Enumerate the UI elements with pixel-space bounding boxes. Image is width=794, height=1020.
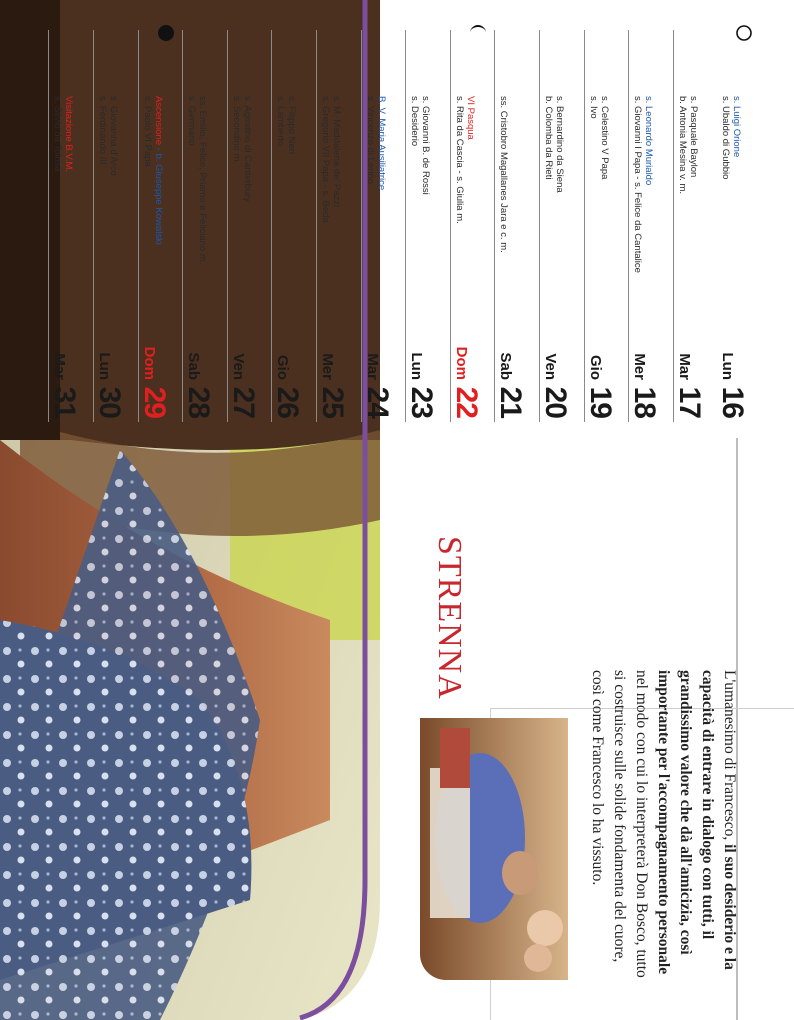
quote-rest: nel modo con cui lo interpreterà Don Bosco, tutto si costruisce sulle solide fondamenta del cuore, così come Francesco lo ha vissuto. (589, 670, 650, 978)
saints-list (231, 96, 253, 326)
saint-name: Visitazione B.V.M. (63, 96, 75, 173)
day-number: 31 (48, 386, 82, 418)
saint-name: s. Paolo VI Papa (141, 96, 153, 167)
day-name: Mar (363, 353, 381, 380)
day-number: 19 (583, 386, 617, 418)
saint-name: b. Colomba da Rieti (543, 96, 554, 180)
calendar-day-row (539, 30, 584, 422)
saints-list (720, 96, 742, 326)
day-name: Lun (408, 352, 426, 380)
calendar-day-row (361, 30, 406, 422)
day-name: Dom (140, 346, 158, 380)
saint-name: s. Desiderio (409, 96, 421, 147)
saint-name: B. V. Maria Ausiliatrice (375, 96, 387, 191)
saint-name: s. Celestino V Papa (598, 96, 610, 180)
day-name: Mar (51, 353, 69, 380)
saints-list (409, 96, 431, 326)
day-name: Gio (274, 355, 292, 380)
day-number: 24 (360, 386, 394, 418)
day-number: 16 (716, 386, 750, 418)
quote-intro: L'umanesimo di Francesco, (721, 670, 738, 845)
saint-name: s. Ferdinando III (97, 96, 108, 165)
day-number: 17 (672, 386, 706, 418)
day-number: 18 (628, 386, 662, 418)
saint-name: s. Lamberto (275, 96, 287, 147)
saint-name: VI Pasqua (464, 96, 476, 140)
day-name: Mer (319, 353, 336, 380)
full-moon-icon (735, 24, 753, 42)
saints-list (142, 96, 164, 326)
day-name: Dom (452, 346, 470, 380)
calendar-day-row (405, 30, 450, 422)
day-number: 30 (93, 386, 126, 418)
saint-name: s. Silvio da Tolosa (52, 96, 64, 172)
day-number: 21 (494, 386, 528, 418)
calendar-day-row (93, 30, 138, 422)
day-number: 20 (539, 386, 572, 418)
saint-name: s. Rita da Cascia - s. Giulia m. (453, 96, 465, 224)
calendar-day-row (271, 30, 316, 422)
saint-name: s. Giovanna d'Arco (108, 96, 119, 176)
day-number: 28 (182, 386, 216, 418)
first-quarter-moon-icon (469, 24, 487, 42)
saint-name: s. Secondino m. (230, 96, 242, 165)
quote-emphasis: il suo desiderio e la capacità di entrare in dialogo con tutti, il grandissimo valore che dà all'amicizia, così importante per l'accompagnamento personale (655, 670, 738, 975)
day-number: 26 (271, 386, 305, 418)
saints-list (97, 96, 119, 326)
calendar-day-row (138, 30, 183, 422)
saint-name: s. Giovanni B. de Rossi (420, 96, 432, 195)
new-moon-icon (157, 24, 175, 42)
saints-list (677, 96, 699, 326)
day-name: Gio (586, 355, 604, 380)
day-name: Sab (497, 352, 515, 380)
saints-list (498, 96, 509, 326)
calendar-day-row (584, 30, 629, 422)
day-number: 22 (449, 386, 483, 418)
calendar-day-row (182, 30, 227, 422)
saints-list (543, 96, 565, 326)
calendar-day-row (628, 30, 673, 422)
saints-list (454, 96, 476, 326)
saints-list (632, 96, 654, 326)
day-number: 25 (316, 386, 349, 418)
saints-list (320, 96, 342, 326)
saint-name: Ascensione (152, 96, 164, 146)
saint-name: s. Germano (186, 96, 198, 146)
strenna-title: STRENNA (431, 536, 468, 700)
calendar-day-row (494, 30, 539, 422)
saints-list (365, 96, 387, 326)
calendar-day-row (227, 30, 272, 422)
saint-name: s. Bernardino da Siena (554, 96, 565, 193)
day-name: Ven (229, 353, 247, 380)
saints-list (275, 96, 297, 326)
day-name: Ven (542, 353, 559, 380)
calendar-day-row (48, 30, 93, 422)
saint-name: s. M. Maddalena de' Pazzi (331, 96, 342, 208)
saints-list (186, 96, 208, 326)
saint-name: ss. Cristobro Magallanes Jara e c. m. (498, 96, 510, 253)
calendar-day-row (316, 30, 361, 422)
saint-name: s. Luigi Orione (731, 96, 743, 158)
day-name: Lun (719, 352, 737, 380)
saint-name: s. Filippo Neri (286, 96, 298, 155)
day-name: Lun (96, 352, 113, 380)
day-number: 29 (137, 386, 171, 418)
calendar-day-row (673, 30, 718, 422)
calendar-day-row (717, 30, 761, 422)
saint-name: s. Agostino di Canterbury (241, 96, 253, 203)
saint-name: - b. Giuseppe Kowalski (152, 145, 164, 245)
saint-name: s. Vincenzo di Lerino (364, 96, 376, 185)
saints-list (588, 96, 610, 326)
day-number: 27 (226, 386, 260, 418)
day-number: 23 (405, 386, 439, 418)
saints-list (52, 96, 74, 326)
saint-name: ss. Emilio, Felice, Priamo e Feliciano m. (197, 96, 209, 265)
day-name: Mer (631, 353, 649, 380)
calendar-day-row (450, 30, 495, 422)
saint-name: s. Ivo (587, 96, 599, 119)
saint-name: s. Giovanni I Papa - s. Felice da Cantalice (632, 96, 644, 273)
saint-name: s. Leonardo Murialdo (643, 96, 655, 186)
day-name: Sab (185, 352, 203, 380)
day-name: Mar (675, 353, 693, 380)
saint-name: b. Antonia Mesina v. m. (676, 96, 688, 195)
saint-name: s. Gregorio VII Papa - s. Beda (320, 96, 331, 223)
saint-name: s. Ubaldo di Gubbio (720, 96, 732, 180)
saint-name: s. Pasquale Baylon (687, 96, 699, 178)
